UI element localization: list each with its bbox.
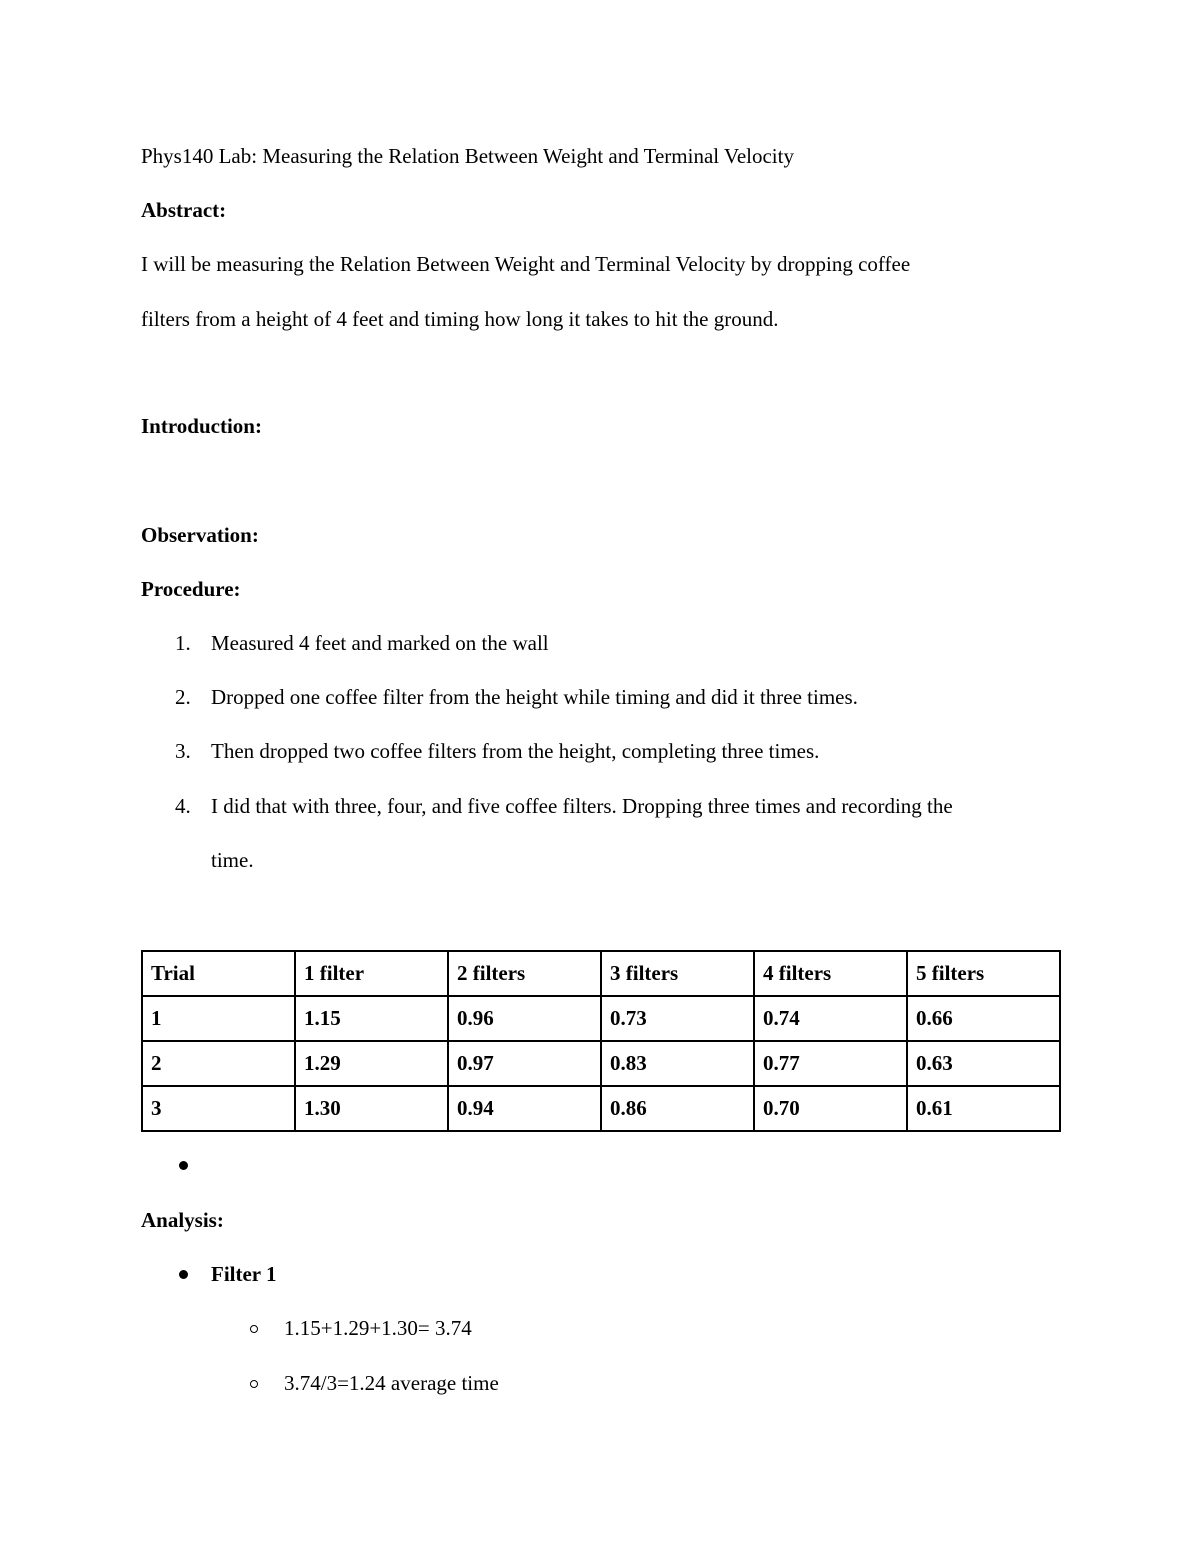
table-cell: 0.96 [448,996,601,1041]
table-cell: 0.61 [907,1086,1060,1131]
abstract-text-line-1: I will be measuring the Relation Between Weight and Terminal Velocity by dropping coffee [141,252,911,276]
table-cell: 0.63 [907,1041,1060,1086]
table-row [142,1041,1060,1086]
table-row [142,1086,1060,1131]
bullet-icon [179,1270,188,1279]
table-cell: 0.66 [907,996,1060,1041]
table-cell: 1.30 [295,1086,448,1131]
analysis-sub-item: 1.15+1.29+1.30= 3.74 [284,1316,472,1340]
table-cell: 0.97 [448,1041,601,1086]
step-number: 2. [175,685,191,709]
table-cell: 1.29 [295,1041,448,1086]
step-number: 3. [175,739,191,763]
table-cell: 0.70 [754,1086,907,1131]
table-cell: 3 [142,1086,295,1131]
empty-bullet-icon [179,1161,188,1170]
step-text: Dropped one coffee filter from the height while timing and did it three times. [211,685,858,709]
table-header-cell: 1 filter [295,951,448,996]
table-header-cell: 2 filters [448,951,601,996]
table-header-row [142,951,1060,996]
observation-heading: Observation: [141,523,259,547]
table-cell: 1.15 [295,996,448,1041]
table-header-cell: 4 filters [754,951,907,996]
table-header-cell: 5 filters [907,951,1060,996]
table-cell: 0.83 [601,1041,754,1086]
table-cell: 0.74 [754,996,907,1041]
results-table [141,950,1061,1132]
introduction-heading: Introduction: [141,414,262,438]
table-cell: 0.77 [754,1041,907,1086]
analysis-item-label: Filter 1 [211,1262,277,1286]
page-title: Phys140 Lab: Measuring the Relation Between Weight and Terminal Velocity [141,144,794,168]
circle-bullet-icon [250,1380,258,1388]
procedure-heading: Procedure: [141,577,241,601]
step-text-continued: time. [211,848,254,872]
table-header-cell: 3 filters [601,951,754,996]
step-text: Then dropped two coffee filters from the height, completing three times. [211,739,820,763]
step-text: Measured 4 feet and marked on the wall [211,631,549,655]
step-number: 1. [175,631,191,655]
table-row [142,996,1060,1041]
analysis-heading: Analysis: [141,1208,224,1232]
table-header-cell: Trial [142,951,295,996]
circle-bullet-icon [250,1325,258,1333]
table-cell: 2 [142,1041,295,1086]
step-text: I did that with three, four, and five coffee filters. Dropping three times and recording the [211,794,953,818]
table-cell: 0.86 [601,1086,754,1131]
table-cell: 0.94 [448,1086,601,1131]
table-cell: 0.73 [601,996,754,1041]
analysis-sub-item: 3.74/3=1.24 average time [284,1371,499,1395]
abstract-heading: Abstract: [141,198,227,222]
table-cell: 1 [142,996,295,1041]
abstract-text-line-2: filters from a height of 4 feet and timing how long it takes to hit the ground. [141,307,779,331]
step-number: 4. [175,794,191,818]
